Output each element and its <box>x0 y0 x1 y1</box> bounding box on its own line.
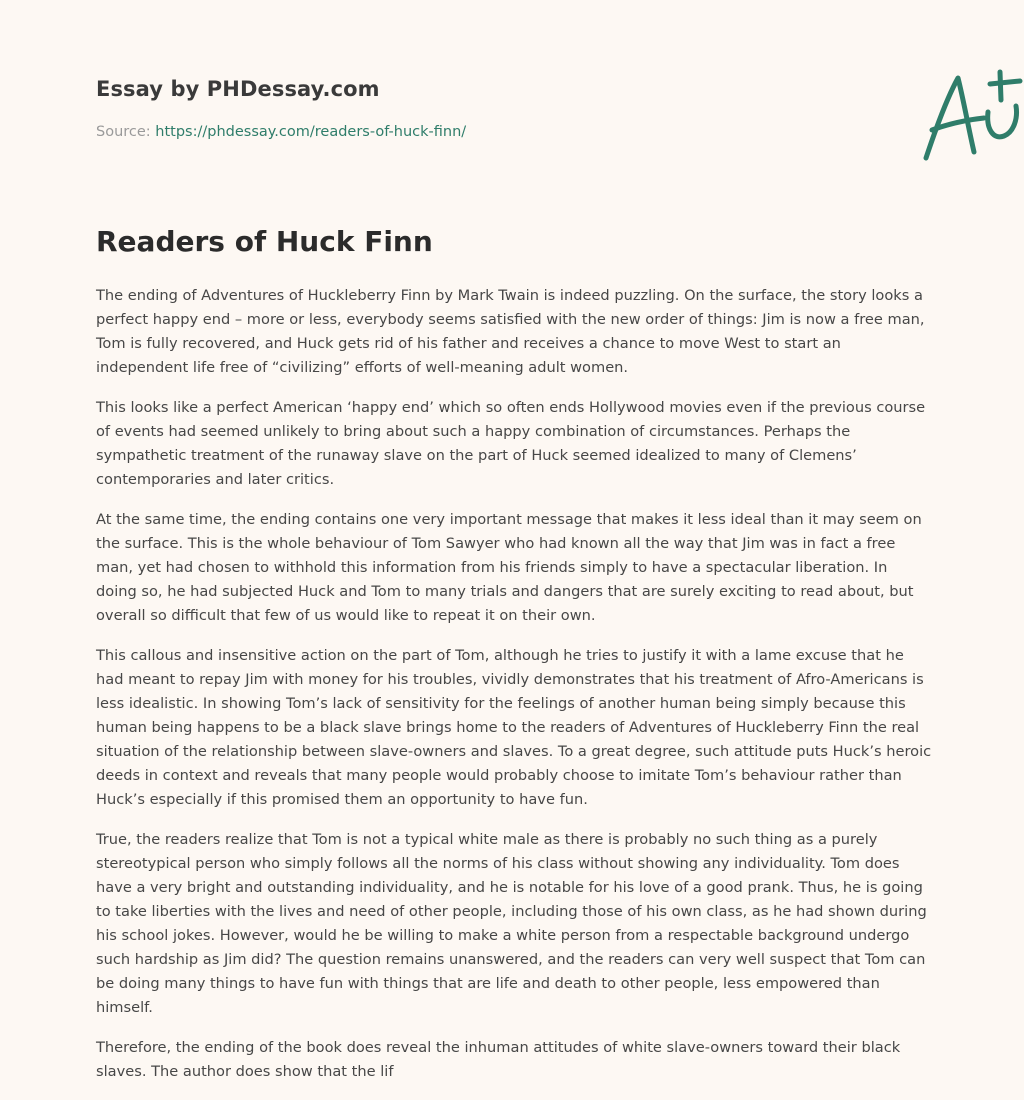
essay-paragraph: This looks like a perfect American ‘happy end’ which so often ends Hollywood movies even if the previous course of events had seemed unlikely to bring about such a happy combination of circumstances. Perhaps the sympathetic treatment of the runaway slave on the part of Huck seemed idealized to many of Clemens’ contemporaries and later critics. <box>96 399 926 488</box>
essay-paragraph: This callous and insensitive action on the part of Tom, although he tries to justify it with a lame excuse that he had meant to repay Jim with money for his troubles, vividly demonstrates that his treatment of Afro-Americans is less idealistic. In showing Tom’s lack of sensitivity for the feelings of another human being simply because this human being happens to be a black slave brings home to the readers of Adventures of Huckleberry Finn the real situation of the relationship between slave-owners and slaves. To a great degree, such attitude puts Huck’s heroic deeds in context and reveals that many people would probably choose to imitate Tom’s behaviour rather than Huck’s especially if this promised them an opportunity to have fun. <box>96 647 932 808</box>
essay-paragraph: True, the readers realize that Tom is not a typical white male as there is probably no such thing as a purely stereotypical person who simply follows all the norms of his class without showing any individuality. Tom does have a very bright and outstanding individuality, and he is notable for his love of a good prank. Thus, he is going to take liberties with the lives and need of other people, including those of his own class, as he had shown during his school jokes. However, would he be willing to make a white person from a respectable background undergo such hardship as Jim did? The question remains unanswered, and the readers can very well suspect that Tom can be doing many things to have fun with things that are life and death to other people, less empowered than himself. <box>96 831 927 1016</box>
brand-title: Essay by PHDessay.com <box>96 77 380 101</box>
source-label: Source: <box>96 124 151 140</box>
source-link[interactable]: https://phdessay.com/readers-of-huck-finn/ <box>155 124 467 140</box>
a-plus-logo-icon <box>918 66 1024 166</box>
essay-title: Readers of Huck Finn <box>96 225 433 258</box>
essay-paragraph: At the same time, the ending contains one very important message that makes it less ideal than it may seem on the surface. This is the whole behaviour of Tom Sawyer who had known all the way that Jim was in fact a free man, yet had chosen to withhold this information from his friends simply to have a spectacular liberation. In doing so, he had subjected Huck and Tom to many trials and dangers that are surely exciting to read about, but overall so difficult that few of us would like to repeat it on their own. <box>96 511 922 624</box>
essay-paragraph: The ending of Adventures of Huckleberry Finn by Mark Twain is indeed puzzling. On the surface, the story looks a perfect happy end – more or less, everybody seems satisfied with the new order of things: Jim is now a free man, Tom is fully recovered, and Huck gets rid of his father and receives a chance to move West to start an independent life free of “civilizing” efforts of well-meaning adult women. <box>96 287 925 376</box>
source-line <box>96 124 466 140</box>
essay-paragraph: Therefore, the ending of the book does reveal the inhuman attitudes of white slave-owners toward their black slaves. The author does show that the lif <box>96 1039 901 1080</box>
essay-body <box>96 284 932 1100</box>
